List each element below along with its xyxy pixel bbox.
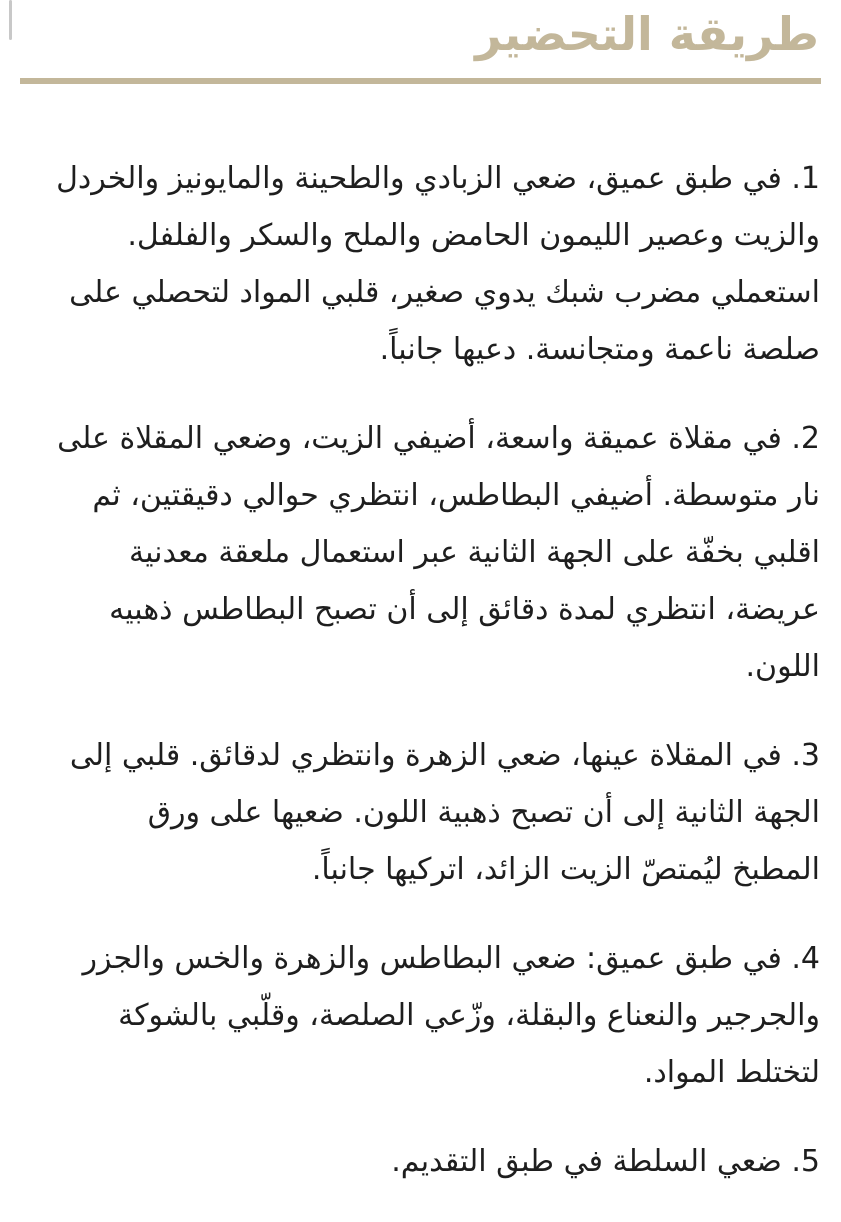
title-divider bbox=[20, 78, 821, 84]
step-2: 2. في مقلاة عميقة واسعة، أضيفي الزيت، وضعي المقلاة على نار متوسطة. أضيفي البطاطس، انتظري حوالي دقيقتين، ثم اقلبي بخفّة على الجهة الثانية عبر استعمال ملعقة معدنية عريضة، انتظري لمدة دقائق إلى أن تصبح البطاطس ذهبيه اللون. bbox=[57, 421, 820, 684]
step-4: 4. في طبق عميق: ضعي البطاطس والزهرة والخس والجزر والجرجير والنعناع والبقلة، وزّعي الصلصة، وقلّبي بالشوكة لتختلط المواد. bbox=[82, 941, 820, 1090]
steps-list bbox=[52, 150, 820, 1222]
page-title: طريقة التحضير bbox=[475, 7, 819, 61]
step-3: 3. في المقلاة عينها، ضعي الزهرة وانتظري لدقائق. قلبي إلى الجهة الثانية إلى أن تصبح ذهبية اللون. ضعيها على ورق المطبخ ليُمتصّ الزيت الزائد، اتركيها جانباً. bbox=[69, 738, 820, 887]
step-1: 1. في طبق عميق، ضعي الزبادي والطحينة والمايونيز والخردل والزيت وعصير الليمون الحامض والملح والسكر والفلفل. استعملي مضرب شبك يدوي صغير، قلبي المواد لتحصلي على صلصة ناعمة ومتجانسة. دعيها جانباً. bbox=[56, 161, 820, 367]
scroll-indicator[interactable] bbox=[9, 0, 12, 40]
step-5: 5. ضعي السلطة في طبق التقديم. bbox=[391, 1144, 820, 1179]
